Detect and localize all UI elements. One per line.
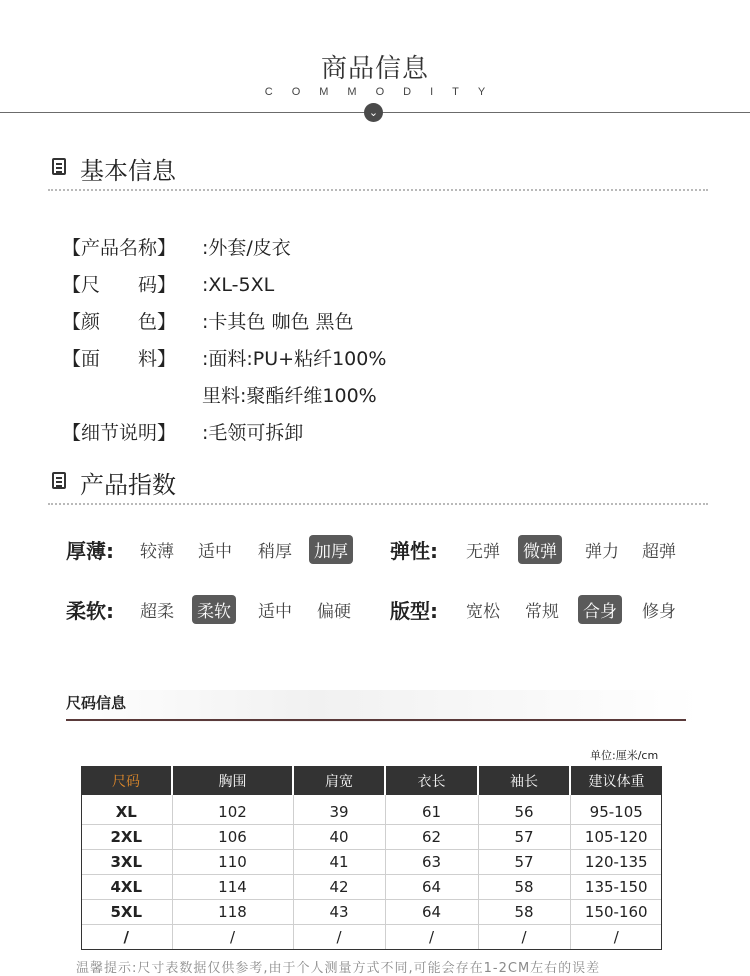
column-header: 衣长	[385, 766, 478, 795]
table-cell: 62	[385, 825, 478, 850]
thickness-option-selected: 加厚	[309, 535, 353, 564]
table-cell: 61	[385, 795, 478, 825]
table-cell: 58	[478, 875, 570, 900]
table-cell: 41	[293, 850, 385, 875]
fit-option-selected: 合身	[578, 595, 622, 624]
table-cell: 40	[293, 825, 385, 850]
elasticity-option-selected: 微弹	[518, 535, 562, 564]
info-label: 【产品名称】	[62, 237, 177, 259]
section-divider	[48, 189, 708, 191]
table-cell: 110	[172, 850, 293, 875]
table-cell: 135-150	[570, 875, 662, 900]
product-index-title: 产品指数	[80, 471, 176, 499]
info-row-lining	[62, 381, 377, 408]
softness-option: 偏硬	[317, 602, 351, 622]
table-cell: /	[293, 925, 385, 950]
info-label: 【面 料】	[62, 348, 177, 370]
page-title: 商品信息	[320, 54, 429, 84]
fit-option: 常规	[525, 602, 559, 622]
elasticity-option: 超弹	[642, 542, 676, 562]
table-cell: 42	[293, 875, 385, 900]
softness-label: 柔软:	[66, 599, 114, 623]
table-cell: 118	[172, 900, 293, 925]
chevron-down-icon: ⌄	[364, 103, 383, 122]
table-cell: XL	[81, 795, 172, 825]
column-header: 建议体重	[570, 766, 662, 795]
size-info-title: 尺码信息	[66, 694, 127, 712]
fit-option: 修身	[642, 602, 676, 622]
table-cell: 3XL	[81, 850, 172, 875]
unit-label: 单位:厘米/cm	[590, 749, 659, 762]
table-cell: 150-160	[570, 900, 662, 925]
elasticity-option: 弹力	[585, 542, 619, 562]
info-row-color	[62, 307, 353, 334]
table-cell: 106	[172, 825, 293, 850]
info-row-fabric	[62, 344, 386, 371]
table-cell: /	[570, 925, 662, 950]
table-cell: 43	[293, 900, 385, 925]
table-cell: /	[385, 925, 478, 950]
size-title-underline	[66, 719, 686, 721]
info-label: 【细节说明】	[62, 422, 177, 444]
column-header: 尺码	[81, 766, 172, 795]
table-cell: 64	[385, 900, 478, 925]
thickness-label: 厚薄:	[66, 539, 114, 563]
table-cell: /	[478, 925, 570, 950]
info-value: :面料:PU+粘纤100%	[202, 348, 387, 370]
table-cell: 64	[385, 875, 478, 900]
softness-option: 适中	[258, 602, 292, 622]
info-value: :XL-5XL	[202, 274, 275, 296]
table-cell: /	[81, 925, 172, 950]
table-cell: 95-105	[570, 795, 662, 825]
document-icon	[52, 158, 66, 175]
table-cell: 105-120	[570, 825, 662, 850]
softness-option-selected: 柔软	[192, 595, 236, 624]
table-cell: 56	[478, 795, 570, 825]
table-cell: 39	[293, 795, 385, 825]
info-value: :外套/皮衣	[202, 237, 291, 259]
thickness-option: 适中	[198, 542, 232, 562]
info-row-name	[62, 233, 291, 260]
table-cell: 2XL	[81, 825, 172, 850]
basic-info-title: 基本信息	[80, 157, 176, 185]
thickness-option: 较薄	[140, 542, 174, 562]
info-row-detail	[62, 418, 303, 445]
table-cell: /	[172, 925, 293, 950]
info-row-size	[62, 270, 274, 297]
size-title-band	[60, 690, 700, 722]
table-cell: 63	[385, 850, 478, 875]
info-label: 【尺 码】	[62, 274, 177, 296]
table-cell: 102	[172, 795, 293, 825]
table-cell: 120-135	[570, 850, 662, 875]
softness-option: 超柔	[140, 602, 174, 622]
fit-label: 版型:	[390, 599, 438, 623]
page-subtitle: COMMODITY	[264, 86, 505, 98]
info-value: :毛领可拆卸	[202, 422, 304, 444]
column-header: 肩宽	[293, 766, 385, 795]
table-cell: 58	[478, 900, 570, 925]
elasticity-option: 无弹	[466, 542, 500, 562]
section-divider	[48, 503, 708, 505]
thickness-option: 稍厚	[258, 542, 292, 562]
table-cell: 57	[478, 850, 570, 875]
fit-option: 宽松	[466, 602, 500, 622]
document-icon	[52, 472, 66, 489]
table-cell: 114	[172, 875, 293, 900]
size-table-frame	[81, 766, 662, 950]
elasticity-label: 弹性:	[390, 539, 438, 563]
info-value: :卡其色 咖色 黑色	[202, 311, 354, 333]
table-cell: 57	[478, 825, 570, 850]
table-cell: 5XL	[81, 900, 172, 925]
column-header: 袖长	[478, 766, 570, 795]
column-header: 胸围	[172, 766, 293, 795]
table-cell: 4XL	[81, 875, 172, 900]
info-label: 【颜 色】	[62, 311, 177, 333]
info-value: 里料:聚酯纤维100%	[202, 385, 377, 407]
size-note: 温馨提示:尺寸表数据仅供参考,由于个人测量方式不同,可能会存在1-2CM左右的误差	[76, 961, 601, 976]
